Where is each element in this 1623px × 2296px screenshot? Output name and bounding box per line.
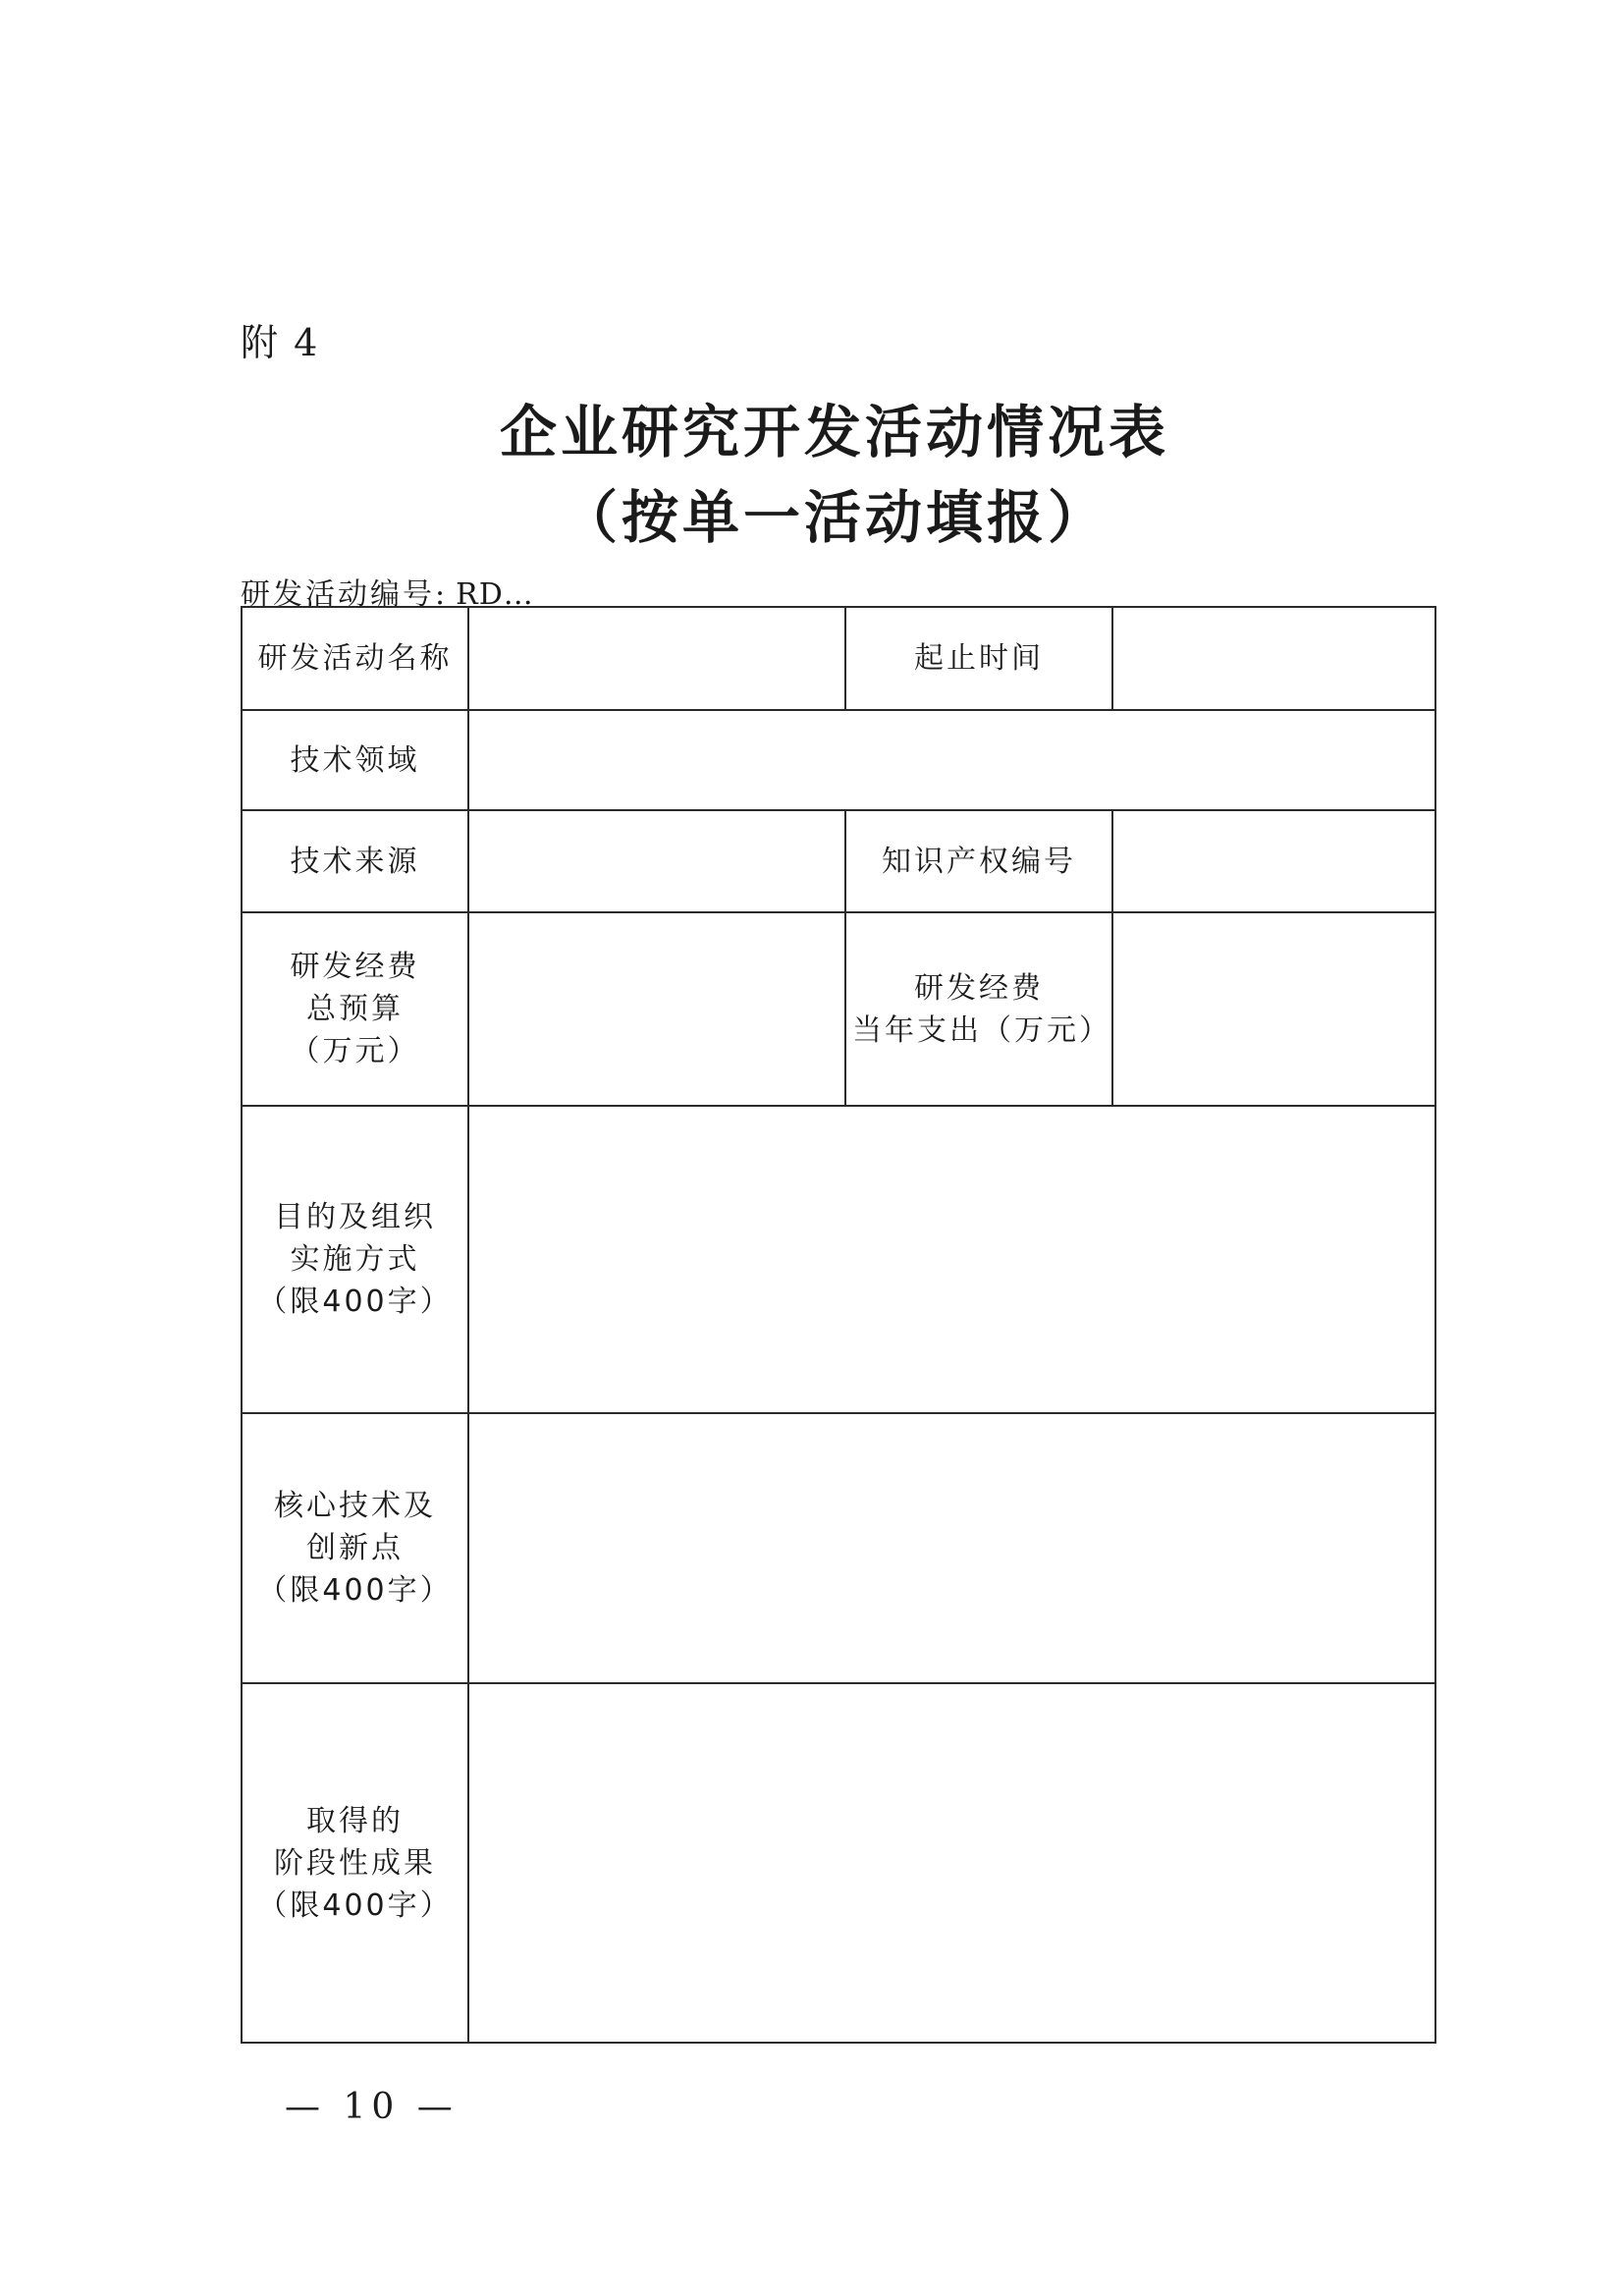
form-row-field: [242, 710, 1435, 810]
results-label-line: （限400字）: [257, 1887, 453, 1923]
results-field[interactable]: [468, 1683, 1435, 2043]
purpose-label-line: 目的及组织: [274, 1200, 436, 1234]
ip-number-field[interactable]: [1112, 810, 1435, 912]
ip-number-label: 知识产权编号: [845, 810, 1112, 912]
results-label: [242, 1683, 468, 2043]
budget-label-line: （万元）: [290, 1034, 420, 1068]
annual-expense-label-line: 当年支出（万元）: [852, 1012, 1111, 1048]
page-number: — 10 —: [285, 2087, 459, 2127]
form-row-name: [242, 607, 1435, 710]
purpose-label: [242, 1106, 468, 1413]
form-row-core-tech: [242, 1413, 1435, 1683]
form-row-budget: [242, 912, 1435, 1106]
purpose-label-line: 实施方式: [290, 1242, 420, 1277]
budget-field[interactable]: [468, 912, 845, 1106]
rd-activity-form: [241, 606, 1436, 2044]
page-subtitle: （按单一活动填报）: [560, 484, 1109, 551]
form-row-purpose: [242, 1106, 1435, 1413]
annual-expense-field[interactable]: [1112, 912, 1435, 1106]
activity-code-value: RD…: [456, 577, 534, 612]
core-tech-label-line: （限400字）: [257, 1573, 453, 1608]
core-tech-field[interactable]: [468, 1413, 1435, 1683]
annual-expense-label: [845, 912, 1112, 1106]
tech-source-field[interactable]: [468, 810, 845, 912]
purpose-label-line: （限400字）: [257, 1285, 453, 1319]
budget-label-line: 研发经费: [290, 950, 420, 984]
activity-name-field[interactable]: [468, 607, 845, 710]
page-title: 企业研究开发活动情况表: [499, 399, 1169, 465]
form-row-source: [242, 810, 1435, 912]
core-tech-label: [242, 1413, 468, 1683]
budget-label-line: 总预算: [306, 992, 404, 1026]
core-tech-label-line: 创新点: [306, 1531, 404, 1565]
annual-expense-label-line: 研发经费: [914, 970, 1044, 1006]
results-label-line: 取得的: [306, 1803, 404, 1838]
period-label: 起止时间: [845, 607, 1112, 710]
tech-field-field[interactable]: [468, 710, 1435, 810]
results-label-line: 阶段性成果: [274, 1845, 436, 1881]
activity-name-label: 研发活动名称: [242, 607, 468, 710]
annex-label: 附 4: [241, 321, 320, 364]
core-tech-label-line: 核心技术及: [274, 1489, 436, 1523]
period-field[interactable]: [1112, 607, 1435, 710]
tech-source-label: 技术来源: [242, 810, 468, 912]
budget-label: [242, 912, 468, 1106]
purpose-field[interactable]: [468, 1106, 1435, 1413]
activity-code-label: 研发活动编号:: [241, 577, 449, 612]
form-row-results: [242, 1683, 1435, 2043]
tech-field-label: 技术领域: [242, 710, 468, 810]
